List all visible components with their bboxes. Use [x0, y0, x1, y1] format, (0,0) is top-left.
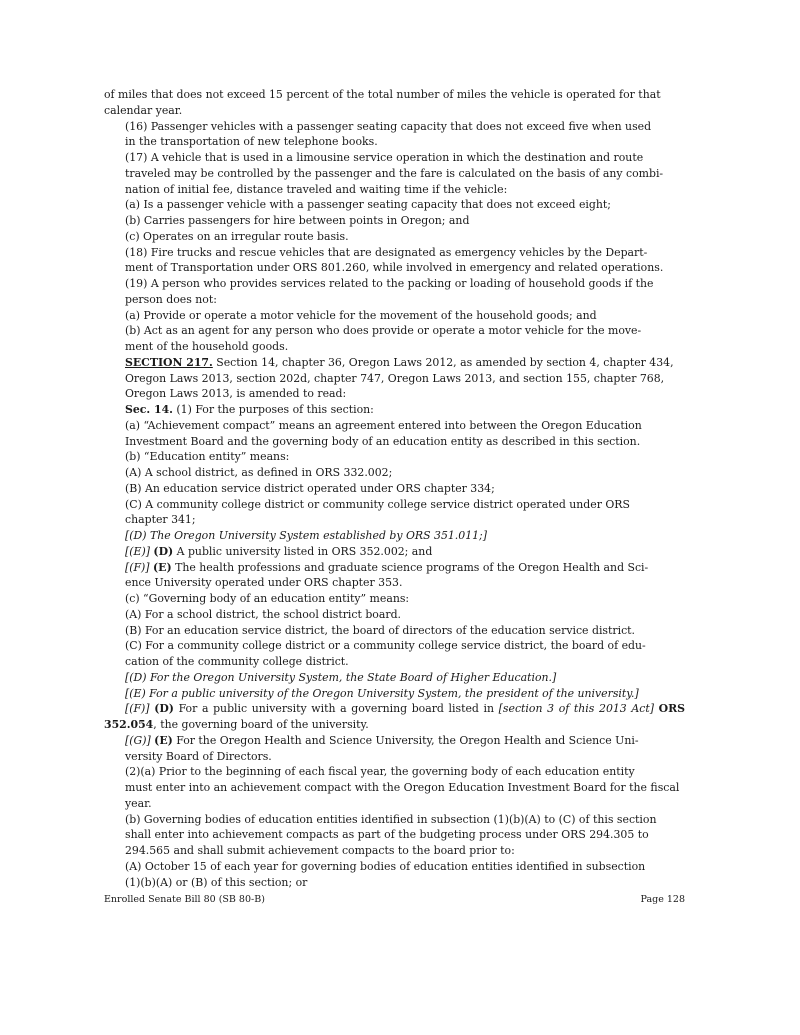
section-217-heading	[104, 355, 685, 402]
text-line: For a public university with a governing board listed in	[173, 702, 499, 716]
text-line: Section 14, chapter 36, Oregon Laws 2012, as amended by section 4, chapter 434,	[212, 355, 674, 369]
text-line: (18) Fire trucks and rescue vehicles that are designated as emergency vehicles by the Depart-	[125, 245, 648, 259]
text-line: in the transportation of new telephone books.	[125, 135, 378, 149]
new-text: (D)	[154, 702, 174, 716]
paragraph-17	[104, 150, 685, 197]
text-line: of miles that does not exceed 15 percent of the total number of miles the vehicle is operated for that	[104, 88, 661, 101]
deleted-text: [(E) For a public university of the Oregon University System, the president of the university.]	[125, 686, 639, 700]
definition-c-F	[104, 701, 685, 733]
deleted-text: [(G)]	[125, 733, 151, 747]
document-body	[104, 87, 685, 890]
text-line: (C) A community college district or community college service district operated under ORS	[125, 497, 630, 511]
definition-b-E	[104, 544, 685, 560]
text-line: must enter into an achievement compact with the Oregon Education Investment Board for the fiscal	[125, 781, 680, 794]
text-line: traveled may be controlled by the passenger and the fare is calculated on the basis of any combi-	[125, 166, 664, 180]
definition-b-F	[104, 560, 685, 592]
paragraph-15-tail	[104, 87, 685, 119]
text-line: (b) Act as an agent for any person who does provide or operate a motor vehicle for the move-	[125, 324, 642, 338]
new-text: (E)	[153, 560, 172, 574]
deleted-c-E	[104, 686, 685, 702]
text-line: shall enter into achievement compacts as part of the budgeting process under ORS 294.305 to	[125, 828, 649, 842]
definition-b-C	[104, 497, 685, 529]
text-line: (19) A person who provides services related to the packing or loading of household goods if the	[125, 277, 654, 290]
paragraph-18	[104, 245, 685, 277]
definition-c: (c) “Governing body of an education entity” means:	[125, 592, 410, 605]
text-line: Oregon Laws 2013, is amended to read:	[125, 387, 347, 401]
definition-b: (b) “Education entity” means:	[125, 450, 290, 464]
subsection-2b	[104, 812, 685, 859]
text-line: person does not:	[125, 292, 217, 306]
text-line: (b) Governing bodies of education entities identified in subsection (1)(b)(A) to (C) of this section	[125, 812, 657, 826]
text-line: ence University operated under ORS chapter 353.	[125, 576, 403, 590]
definition-a	[104, 418, 685, 450]
paragraph-16	[104, 119, 685, 151]
definition-b-A: (A) A school district, as defined in ORS 332.002;	[125, 466, 393, 479]
text-line: year.	[125, 796, 152, 810]
footer-page-number: Page 128	[640, 894, 685, 905]
text-line: The health professions and graduate science programs of the Oregon Health and Sci-	[171, 560, 649, 574]
text-line: Oregon Laws 2013, section 202d, chapter 747, Oregon Laws 2013, and section 155, chapter 768,	[125, 371, 665, 385]
section-label: Sec. 14.	[125, 403, 173, 416]
new-text: (E)	[154, 733, 173, 747]
definition-c-C	[104, 638, 685, 670]
text-line: calendar year.	[104, 103, 183, 117]
section-label: SECTION 217.	[125, 355, 213, 369]
text-line: (1) For the purposes of this section:	[172, 403, 374, 416]
definition-c-B: (B) For an education service district, the board of directors of the education service district.	[125, 623, 636, 637]
text-line: cation of the community college district.	[125, 655, 349, 668]
text-line: For the Oregon Health and Science University, the Oregon Health and Science Uni-	[172, 733, 639, 747]
paragraph-19b	[104, 323, 685, 355]
new-text: (D)	[153, 544, 174, 558]
text-line: ment of Transportation under ORS 801.260, while involved in emergency and related operations.	[125, 261, 664, 275]
paragraph-19a: (a) Provide or operate a motor vehicle for the movement of the household goods; and	[125, 308, 597, 322]
definition-c-G	[104, 733, 685, 765]
deleted-text: [section 3 of this 2013 Act]	[498, 702, 654, 716]
new-text: ORS 352.054	[104, 702, 686, 731]
text-line: 294.565 and shall submit achievement compacts to the board prior to:	[125, 844, 515, 857]
sec-14-intro	[104, 402, 685, 418]
text-line: ment of the household goods.	[125, 340, 289, 353]
text-line: (17) A vehicle that is used in a limousine service operation in which the destination and route	[125, 151, 644, 164]
deleted-text: [(D) The Oregon University System established by ORS 351.011;]	[125, 529, 487, 542]
text-line: versity Board of Directors.	[125, 749, 272, 763]
deleted-text: [(F)]	[125, 702, 150, 716]
deleted-c-D	[104, 670, 685, 686]
paragraph-17a: (a) Is a passenger vehicle with a passenger seating capacity that does not exceed eight;	[125, 198, 611, 212]
text-line: A public university listed in ORS 352.002; and	[173, 544, 433, 558]
text-line: (2)(a) Prior to the beginning of each fiscal year, the governing body of each education entity	[125, 765, 635, 779]
footer-bill-name: Enrolled Senate Bill 80 (SB 80-B)	[104, 894, 265, 905]
definition-b-B: (B) An education service district operated under ORS chapter 334;	[125, 481, 495, 495]
text-line: nation of initial fee, distance traveled and waiting time if the vehicle:	[125, 182, 508, 196]
page-footer	[104, 894, 685, 905]
text-line: (16) Passenger vehicles with a passenger seating capacity that does not exceed five when used	[125, 119, 652, 133]
deleted-text: [(E)]	[125, 544, 150, 558]
text-line: (A) October 15 of each year for governing bodies of education entities identified in subsection	[125, 859, 646, 873]
deleted-text: [(D) For the Oregon University System, the State Board of Higher Education.]	[125, 670, 557, 684]
text-line: chapter 341;	[125, 513, 196, 527]
text-line: , the governing board of the university.	[153, 718, 369, 731]
subsection-2b-A	[104, 859, 685, 891]
text-line: Investment Board and the governing body of an education entity as described in this section.	[125, 434, 641, 448]
paragraph-19	[104, 276, 685, 308]
deleted-b-D	[104, 528, 685, 544]
text-line: (1)(b)(A) or (B) of this section; or	[125, 875, 308, 889]
text-line: (C) For a community college district or a community college service district, the board of edu-	[125, 639, 646, 653]
subsection-2a	[104, 764, 685, 811]
deleted-text: [(F)]	[125, 560, 150, 574]
text-line: (a) “Achievement compact” means an agreement entered into between the Oregon Education	[125, 418, 642, 432]
paragraph-17c: (c) Operates on an irregular route basis.	[125, 229, 349, 243]
paragraph-17b: (b) Carries passengers for hire between points in Oregon; and	[125, 214, 470, 227]
definition-c-A: (A) For a school district, the school district board.	[125, 607, 401, 621]
